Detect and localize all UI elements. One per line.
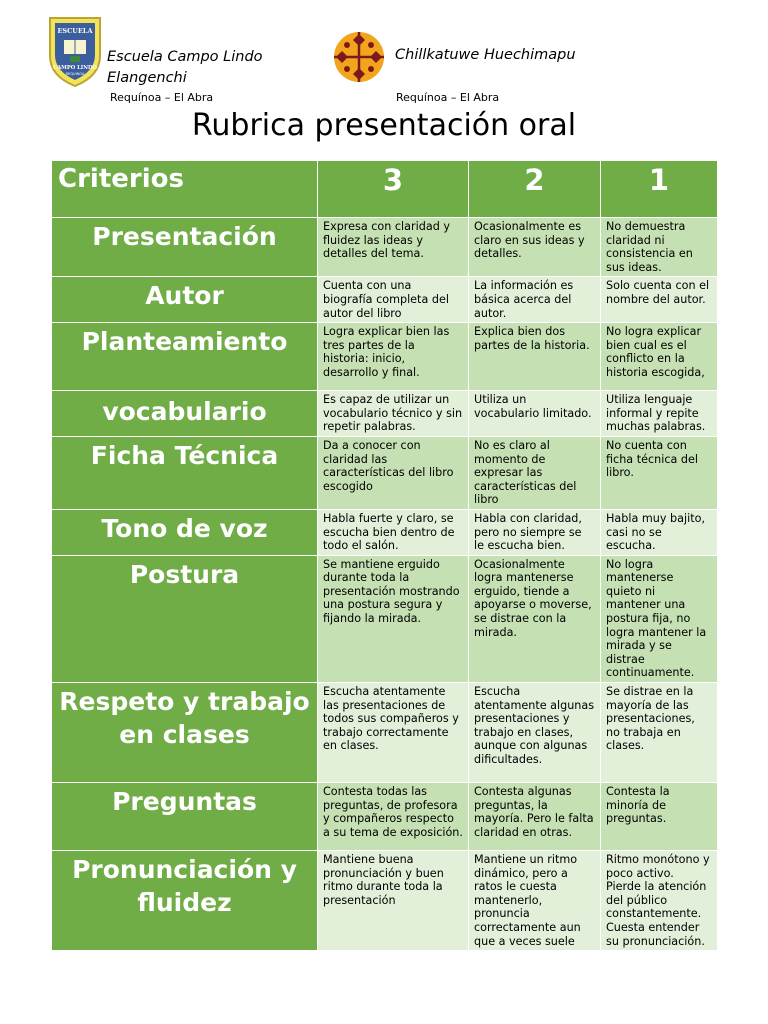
header-score-3: 3 bbox=[318, 161, 469, 218]
table-row bbox=[52, 277, 718, 323]
score-1-cell: Utiliza lenguaje informal y repite muchas palabras. bbox=[601, 391, 718, 437]
score-3-cell: Es capaz de utilizar un vocabulario técnico y sin repetir palabras. bbox=[318, 391, 469, 437]
score-1-cell: No logra explicar bien cual es el conflicto en la historia escogida, bbox=[601, 323, 718, 391]
criterion-cell: Ficha Técnica bbox=[52, 436, 318, 509]
score-1-cell: Habla muy bajito, casi no se escucha. bbox=[601, 509, 718, 555]
score-3-cell: Da a conocer con claridad las características del libro escogido bbox=[318, 436, 469, 509]
table-row bbox=[52, 683, 718, 783]
score-2-cell: Utiliza un vocabulario limitado. bbox=[469, 391, 601, 437]
score-3-cell: Contesta todas las preguntas, de profesora y compañeros respecto a su tema de exposición. bbox=[318, 783, 469, 851]
criterion-cell: Pronunciación y fluidez bbox=[52, 851, 318, 951]
logo-top-text: ESCUELA bbox=[57, 27, 93, 35]
score-2-cell: La información es básica acerca del autor. bbox=[469, 277, 601, 323]
table-row bbox=[52, 391, 718, 437]
score-3-cell: Habla fuerte y claro, se escucha bien dentro de todo el salón. bbox=[318, 509, 469, 555]
header-score-1: 1 bbox=[601, 161, 718, 218]
criterion-cell: Preguntas bbox=[52, 783, 318, 851]
criterion-cell: Planteamiento bbox=[52, 323, 318, 391]
criterion-cell: Postura bbox=[52, 555, 318, 682]
score-2-cell: Ocasionalmente logra mantenerse erguido, tiende a apoyarse o moverse, se distrae con la mirada. bbox=[469, 555, 601, 682]
score-2-cell: Ocasionalmente es claro en sus ideas y detalles. bbox=[469, 218, 601, 277]
mapuche-emblem-logo bbox=[332, 30, 386, 84]
table-row bbox=[52, 323, 718, 391]
page-title: Rubrica presentación oral bbox=[191, 108, 577, 143]
table-row bbox=[52, 436, 718, 509]
criterion-cell: Autor bbox=[52, 277, 318, 323]
table-row bbox=[52, 555, 718, 682]
second-school-name: Chillkatuwe Huechimapu bbox=[395, 47, 576, 63]
score-2-cell: Explica bien dos partes de la historia. bbox=[469, 323, 601, 391]
score-1-cell: No cuenta con ficha técnica del libro. bbox=[601, 436, 718, 509]
criterion-cell: Respeto y trabajo en clases bbox=[52, 683, 318, 783]
table-header-row bbox=[52, 161, 718, 218]
score-1-cell: Ritmo monótono y poco activo. Pierde la atención del público constantemente. Cuesta entender su pronunciación. bbox=[601, 851, 718, 951]
criterion-cell: Tono de voz bbox=[52, 509, 318, 555]
table-row bbox=[52, 509, 718, 555]
header-criterios: Criterios bbox=[52, 161, 318, 218]
document-header bbox=[0, 0, 768, 160]
score-1-cell: No demuestra claridad ni consistencia en sus ideas. bbox=[601, 218, 718, 277]
school-name-line1: Escuela Campo Lindo bbox=[107, 49, 263, 65]
logo-bottom-text: CAMPO LINDO bbox=[53, 65, 97, 71]
score-1-cell: Se distrae en la mayoría de las presentaciones, no trabaja en clases. bbox=[601, 683, 718, 783]
criterion-cell: vocabulario bbox=[52, 391, 318, 437]
score-2-cell: Habla con claridad, pero no siempre se le escucha bien. bbox=[469, 509, 601, 555]
score-3-cell: Mantiene buena pronunciación y buen ritmo durante toda la presentación bbox=[318, 851, 469, 951]
score-3-cell: Cuenta con una biografía completa del autor del libro bbox=[318, 277, 469, 323]
score-3-cell: Se mantiene erguido durante toda la presentación mostrando una postura segura y fijando la mirada. bbox=[318, 555, 469, 682]
score-2-cell: Escucha atentamente algunas presentaciones y trabajo en clases, aunque con algunas dificultades. bbox=[469, 683, 601, 783]
score-1-cell: Solo cuenta con el nombre del autor. bbox=[601, 277, 718, 323]
score-3-cell: Logra explicar bien las tres partes de la historia: inicio, desarrollo y final. bbox=[318, 323, 469, 391]
location-right: Requínoa – El Abra bbox=[396, 91, 500, 104]
score-2-cell: Mantiene un ritmo dinámico, pero a ratos le cuesta mantenerlo, pronuncia correctamente aun que a veces suele bbox=[469, 851, 601, 951]
score-2-cell: No es claro al momento de expresar las características del libro bbox=[469, 436, 601, 509]
rubric-table bbox=[51, 160, 718, 951]
score-2-cell: Contesta algunas preguntas, la mayoría. Pero le falta claridad en otras. bbox=[469, 783, 601, 851]
school-name-line2: Elangenchi bbox=[107, 70, 187, 86]
school-crest-logo bbox=[46, 12, 104, 88]
table-row bbox=[52, 851, 718, 951]
table-row bbox=[52, 218, 718, 277]
criterion-cell: Presentación bbox=[52, 218, 318, 277]
logo-sub-text: REQUINOA bbox=[65, 72, 85, 76]
location-left: Requínoa – El Abra bbox=[110, 91, 214, 104]
score-3-cell: Expresa con claridad y fluidez las ideas y detalles del tema. bbox=[318, 218, 469, 277]
score-1-cell: Contesta la minoría de preguntas. bbox=[601, 783, 718, 851]
score-1-cell: No logra mantenerse quieto ni mantener una postura fija, no logra mantener la mirada y se distrae continuamente. bbox=[601, 555, 718, 682]
header-score-2: 2 bbox=[469, 161, 601, 218]
school-name bbox=[107, 47, 307, 89]
table-row bbox=[52, 783, 718, 851]
score-3-cell: Escucha atentamente las presentaciones de todos sus compañeros y trabajo correctamente en clases. bbox=[318, 683, 469, 783]
